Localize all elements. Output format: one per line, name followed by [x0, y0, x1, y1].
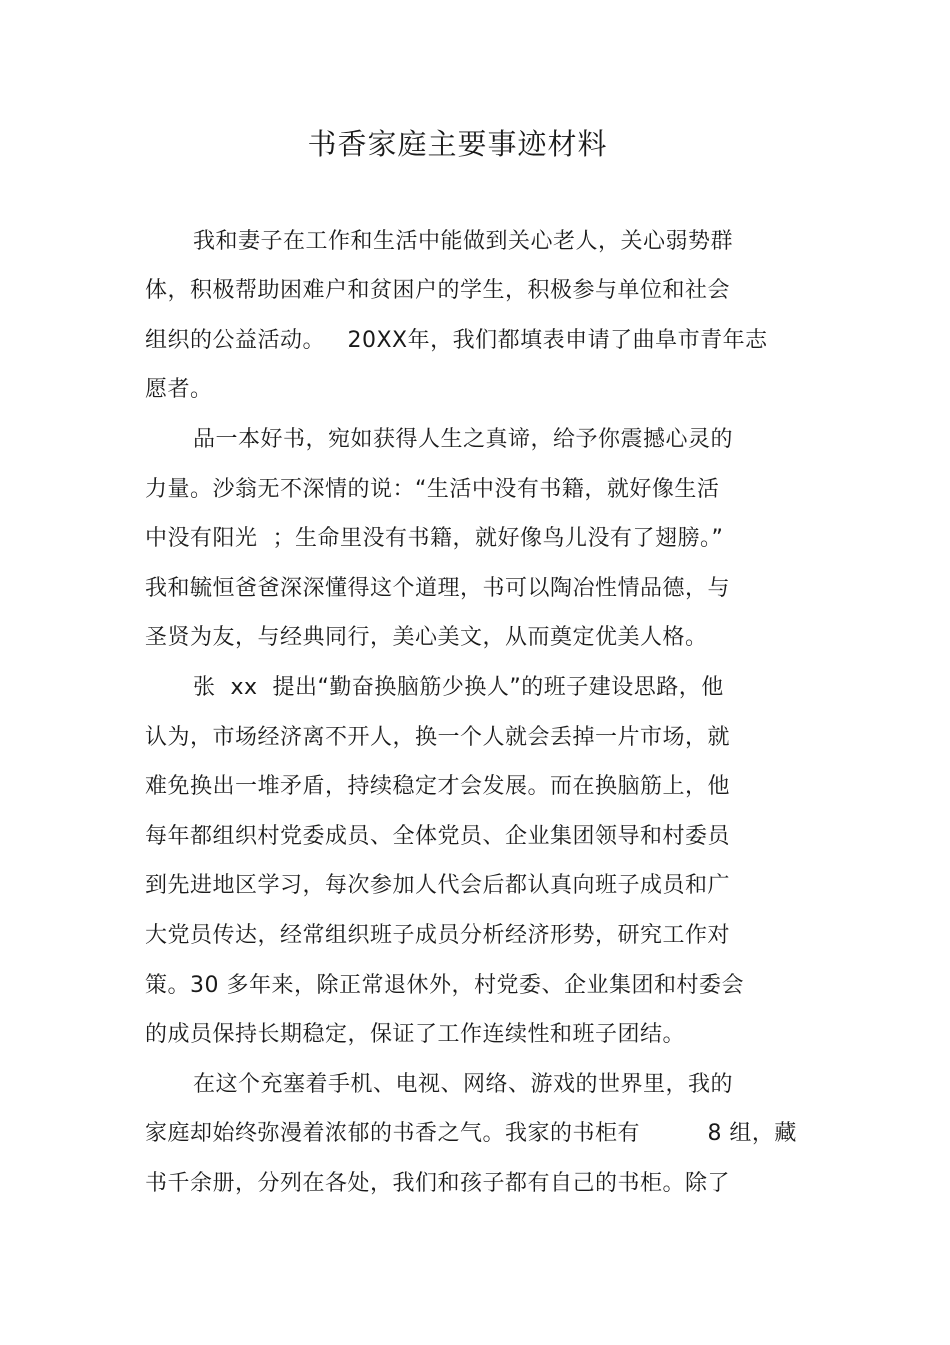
paragraph-line: 组织的公益活动。 20XX年，我们都填表申请了曲阜市青年志: [145, 328, 768, 353]
paragraph-line: 圣贤为友，与经典同行，美心美文，从而奠定优美人格。: [145, 625, 708, 650]
paragraph-line: 力量。沙翁无不深情的说：“生活中没有书籍，就好像生活: [145, 477, 720, 502]
paragraph-line: 中没有阳光 ；生命里没有书籍，就好像鸟儿没有了翅膀。”: [145, 526, 724, 551]
paragraph-line: 张 xx 提出“勤奋换脑筋少换人”的班子建设思路，他: [193, 675, 724, 700]
paragraph-line: 在这个充塞着手机、电视、网络、游戏的世界里，我的: [193, 1072, 734, 1097]
paragraph-line: 认为，市场经济离不开人，换一个人就会丢掉一片市场，就: [145, 725, 731, 750]
paragraph-line: 策。30 多年来，除正常退休外，村党委、企业集团和村委会: [145, 973, 744, 998]
paragraph-line: 到先进地区学习，每次参加人代会后都认真向班子成员和广: [145, 873, 731, 898]
paragraph-line: 家庭却始终弥漫着浓郁的书香之气。我家的书柜有 8 组，藏: [145, 1121, 797, 1146]
paragraph-line: 的成员保持长期稳定，保证了工作连续性和班子团结。: [145, 1022, 686, 1047]
paragraph-line: 大党员传达，经常组织班子成员分析经济形势，研究工作对: [145, 923, 731, 948]
paragraph-line: 难免换出一堆矛盾，持续稳定才会发展。而在换脑筋上，他: [145, 774, 731, 799]
document-title: 书香家庭主要事迹材料: [307, 127, 608, 161]
paragraph-line: 愿者。: [145, 377, 213, 402]
paragraph-line: 体，积极帮助困难户和贫困户的学生，积极参与单位和社会: [145, 278, 731, 303]
paragraph-line: 每年都组织村党委成员、全体党员、企业集团领导和村委员: [145, 824, 731, 849]
paragraph-line: 品一本好书，宛如获得人生之真谛，给予你震撼心灵的: [193, 427, 734, 452]
paragraph-line: 我和妻子在工作和生活中能做到关心老人，关心弱势群: [193, 229, 734, 254]
paragraph-line: 我和毓恒爸爸深深懂得这个道理，书可以陶冶性情品德，与: [145, 576, 731, 601]
paragraph-line: 书千余册，分列在各处，我们和孩子都有自己的书柜。除了: [145, 1171, 731, 1196]
